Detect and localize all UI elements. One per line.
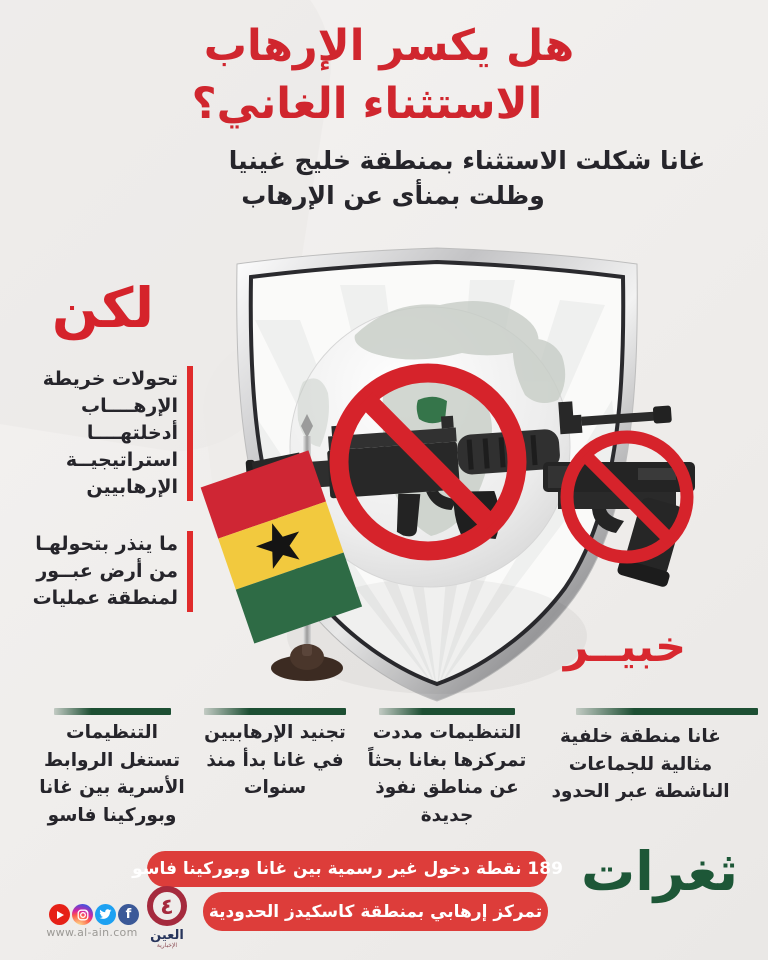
social-icons-row (49, 904, 139, 925)
paragraph-line: استراتيجيــة (65, 449, 178, 471)
page-title: هل يكسر الإرهاب (203, 21, 575, 71)
but-paragraph-2 (33, 531, 193, 612)
logo-subtext: الإخبارية (156, 942, 178, 949)
column-line: التنظيمات (66, 722, 158, 743)
instagram-icon[interactable] (72, 904, 93, 925)
facebook-icon[interactable] (118, 904, 139, 925)
column-line: الناشطة عبر الحدود (551, 781, 730, 802)
column-divider (54, 708, 171, 715)
page-title: الاستثناء الغاني؟ (191, 79, 543, 129)
column-line: في غانا بدأ منذ (206, 749, 344, 771)
column-divider (204, 708, 346, 715)
stat-banner-1: 189 نقطة دخول غير رسمية بين غانا وبوركينا فاسو (147, 851, 548, 887)
column-line: مثالية للجماعات (568, 753, 713, 775)
stat-column-expert (523, 708, 758, 806)
stat-column (33, 708, 191, 829)
paragraph-line: من أرض عبــور (36, 560, 178, 582)
column-divider (576, 708, 758, 715)
column-divider (379, 708, 515, 715)
website-url[interactable]: www.al-ain.com (46, 926, 138, 939)
stat-banner-2: تمركز إرهابي بمنطقة كاسكيدز الحدودية (203, 892, 548, 931)
alain-logo (141, 882, 193, 934)
column-line: جديدة (420, 804, 474, 826)
page-subtitle: غانا شكلت الاستثناء بمنطقة خليج غينيا (228, 146, 706, 175)
gaps-heading: ثغرات (580, 840, 739, 903)
column-line: تمركزها بغانا بحثاً (367, 749, 527, 771)
youtube-icon[interactable] (49, 904, 70, 925)
paragraph-line: لمنطقة عمليات (32, 587, 178, 609)
column-line: وبوركينا فاسو (47, 804, 177, 826)
column-line: تستغل الروابط (43, 749, 181, 771)
stat-column (363, 708, 531, 829)
paragraph-line: الإرهــــاب (81, 395, 178, 417)
column-line: غانا منطقة خلفية (560, 726, 721, 747)
facebook-f-glyph: f (125, 907, 132, 922)
paragraph-line: تحولات خريطة (42, 368, 178, 390)
column-line: الأسرية بين غانا (39, 777, 185, 798)
logo-glyph: ٤ (160, 895, 174, 920)
stat-column (195, 708, 355, 802)
expert-heading: خبيــر (563, 622, 687, 672)
page-subtitle: وظلت بمنأى عن الإرهاب (241, 181, 545, 210)
column-line: التنظيمات مددت (372, 722, 522, 743)
column-line: سنوات (243, 777, 307, 798)
paragraph-line: الإرهابيين (86, 476, 178, 498)
but-heading: لكن (51, 276, 155, 340)
column-line: تجنيد الإرهابيين (204, 722, 346, 743)
twitter-icon[interactable] (95, 904, 116, 925)
paragraph-line: ما ينذر بتحولهـا (35, 533, 178, 555)
logo-wordmark: العين (150, 928, 184, 943)
column-line: عن مناطق نفوذ (375, 777, 519, 798)
paragraph-line: أدخلتهــــا (86, 422, 178, 444)
but-paragraph-1 (43, 366, 193, 501)
